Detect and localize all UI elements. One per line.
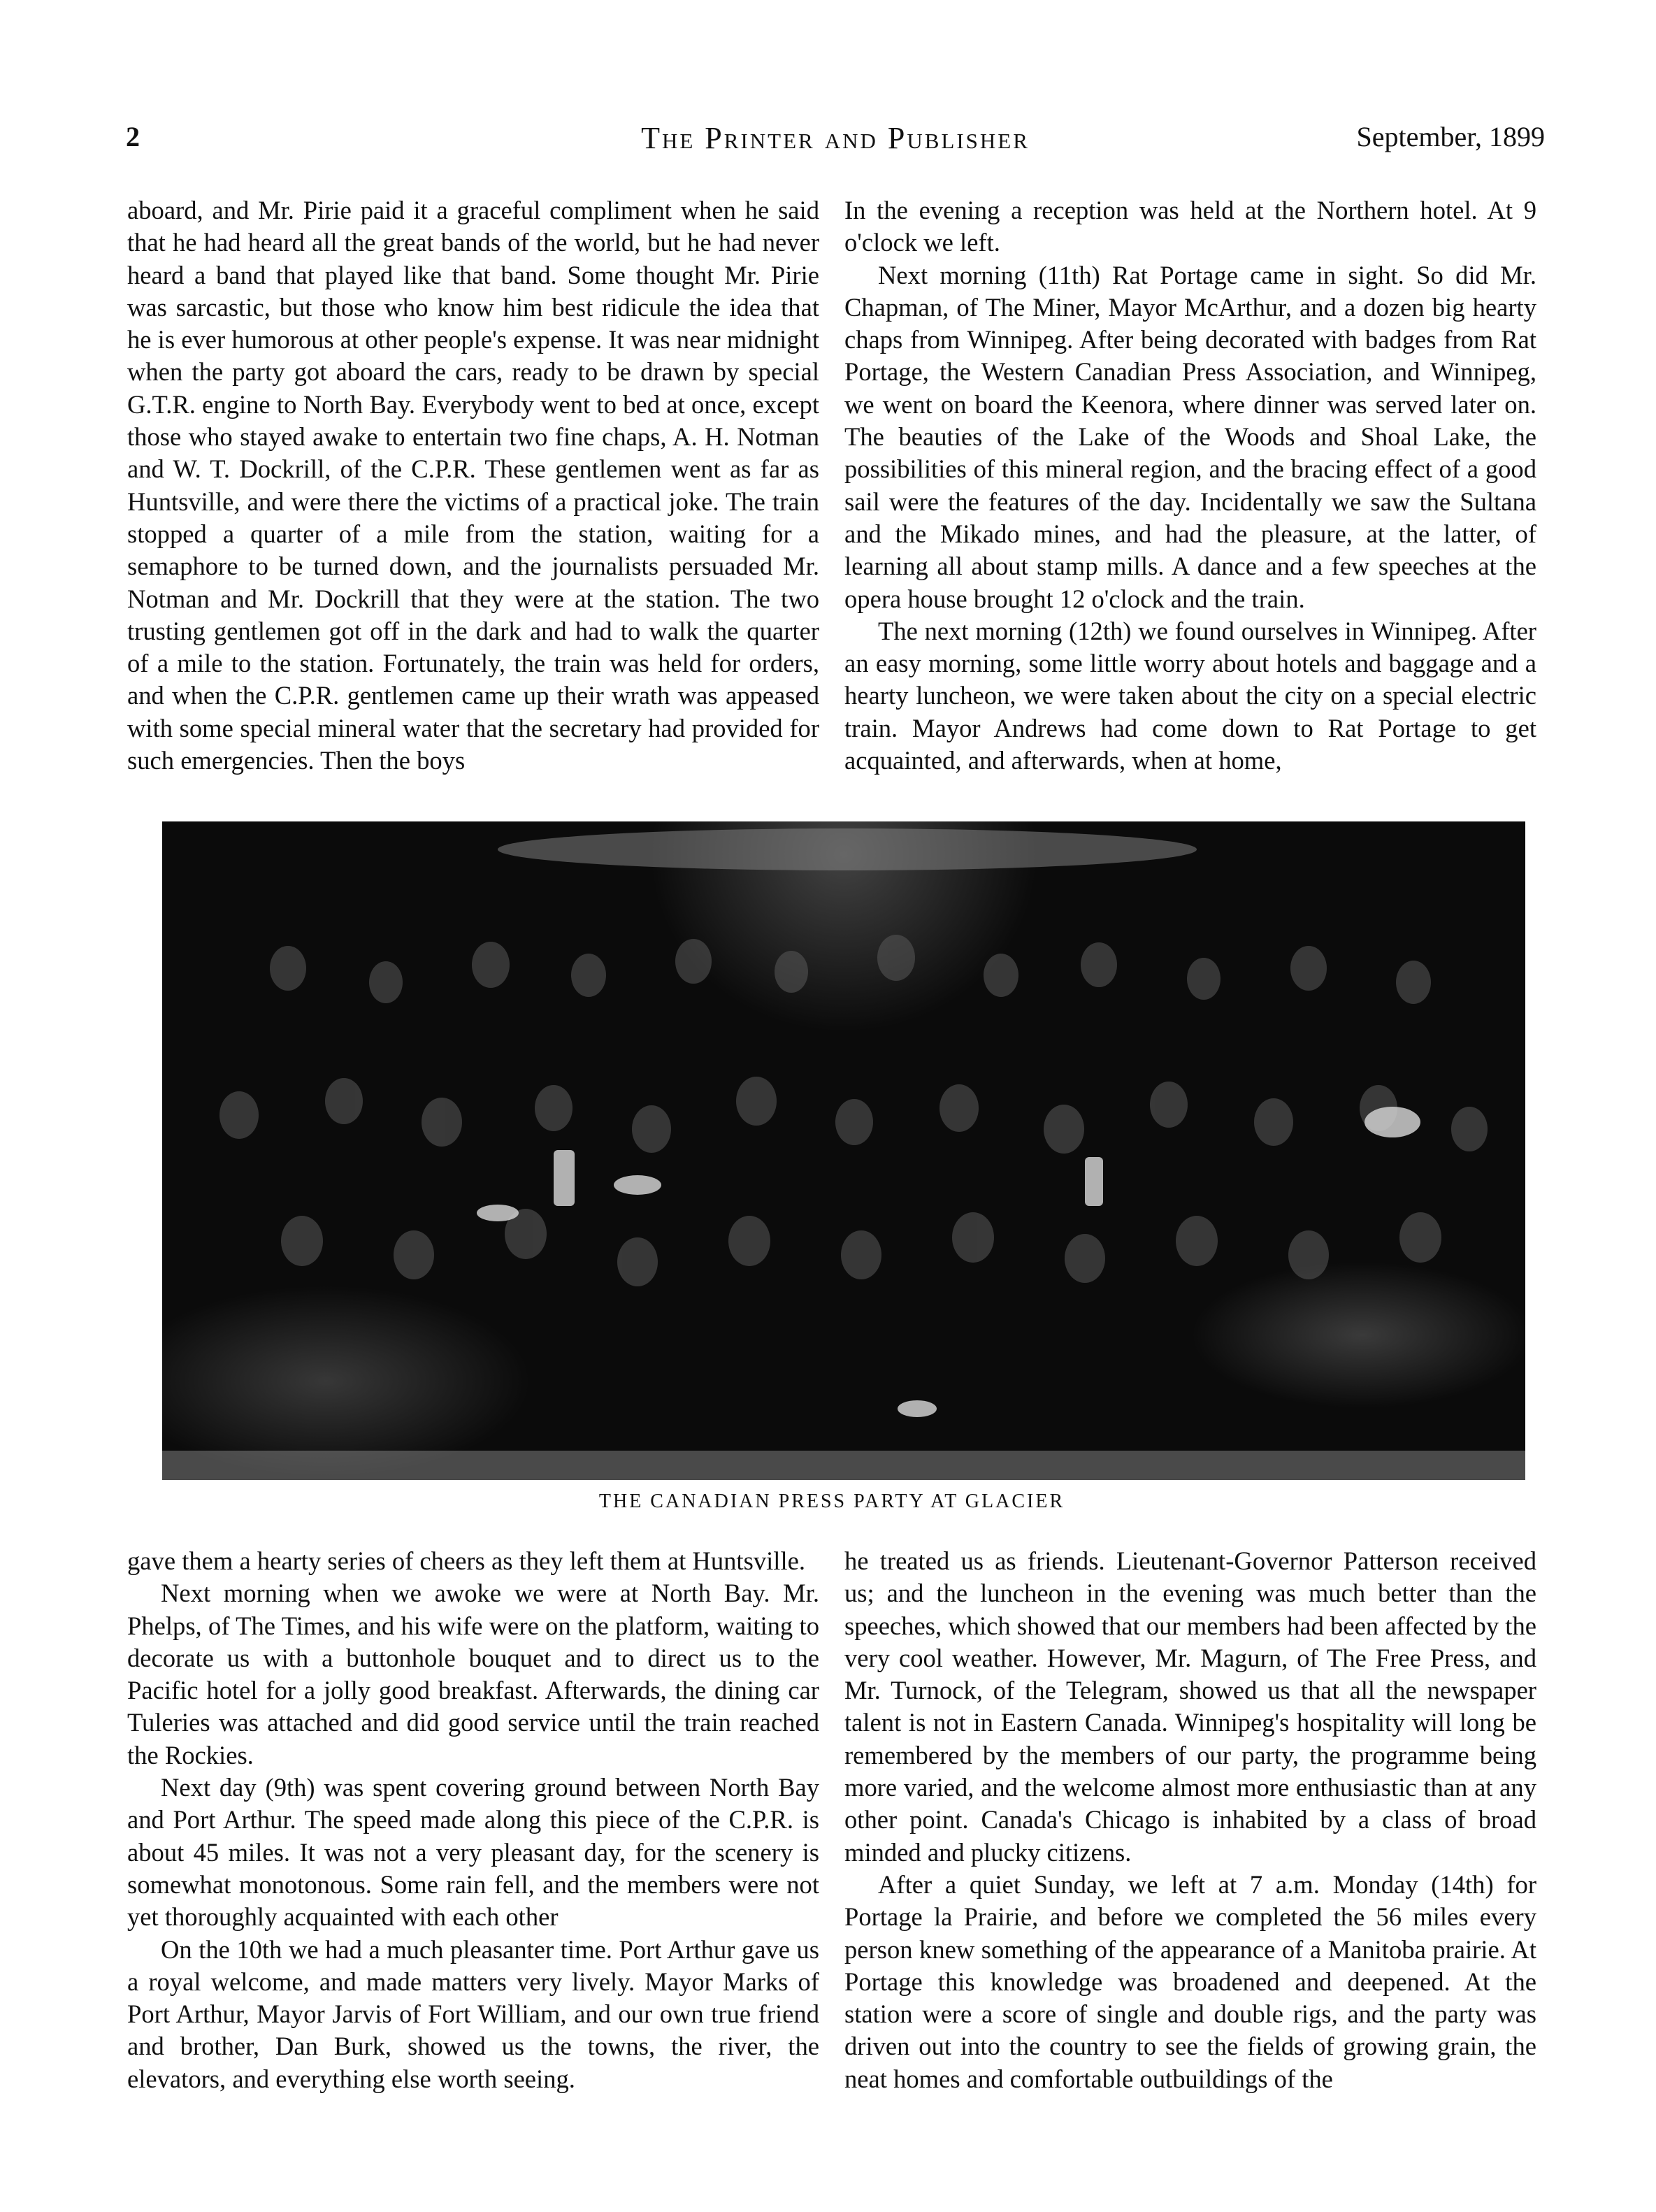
journal-title: The Printer and Publisher [641,121,1030,155]
paragraph: After a quiet Sunday, we left at 7 a.m. Monday (14th) for Portage la Prairie, and before we completed the 56 miles every person knew something of the appearance of a Manitoba prairie. At Portage this knowledge was broadened and deepened. At the station were a score of single and double rigs, and the party was driven out into the country to see the fields of growing grain, the neat homes and comfortable outbuildings of the [844,1869,1536,2093]
paragraph: he treated us as friends. Lieutenant-Governor Patterson received us; and the luncheon in the evening was much better than the speeches, which showed that our members had been affected by the very cool weather. However, Mr. Magurn, of The Free Press, and Mr. Turnock, of the Telegram, showed us that all the newspaper talent is not in Eastern Canada. Winnipeg's hospitality will long be remembered by the members of our party, the programme being more varied, and the welcome almost more enthusiastic than at any other point. Canada's Chicago is inhabited by a class of broad minded and plucky citizens. [844,1546,1536,1867]
group-photograph [162,821,1525,1480]
paragraph: In the evening a reception was held at the Northern hotel. At 9 o'clock we left. [844,196,1536,257]
paragraph: On the 10th we had a much pleasanter time. Port Arthur gave us a royal welcome, and made matters very lively. Mayor Marks of Port Arthur, Mayor Jarvis of Fort William, and our own true friend and brother, Dan Burk, showed us the towns, the river, the elevators, and everything else worth seeing. [127,1934,819,2093]
column-bottom-left [127,1545,819,2095]
paragraph: Next morning when we awoke we were at North Bay. Mr. Phelps, of The Times, and his wife were on the platform, waiting to decorate us with a buttonhole bouquet and to direct us to the Pacific hotel for a jolly good breakfast. Afterwards, the dining car Tuleries was attached and did good service until the train reached the Rockies. [127,1579,819,1769]
paragraph: aboard, and Mr. Pirie paid it a graceful compliment when he said that he had heard all the great bands of the world, but he had never heard a band that played like that band. Some thought Mr. Pirie was sarcastic, but those who know him best ridicule the idea that he is ever humorous at other people's expense. It was near midnight when the party got aboard the cars, ready to be drawn by special G.T.R. engine to North Bay. Everybody went to bed at once, except those who stayed awake to entertain two fine chaps, A. H. Notman and W. T. Dockrill, of the C.P.R. These gentlemen went as far as Huntsville, and were there the victims of a practical joke. The train stopped a quarter of a mile from the station, waiting for a semaphore to be turned down, and the journalists persuaded Mr. Notman and Mr. Dockrill that they were at the station. The two trusting gentlemen got off in the dark and had to walk the quarter of a mile to the station. Fortunately, the train was held for orders, and when the C.P.R. gentlemen came up their wrath was appeased with some special mineral water that the secretary had provided for such emergencies. Then the boys [127,196,819,775]
page-header [126,120,1545,162]
photo-crowd-silhouettes [162,821,1525,1480]
paragraph: Next morning (11th) Rat Portage came in sight. So did Mr. Chapman, of The Miner, Mayor McArthur, and a dozen big hearty chaps from Winnipeg. After being decorated with badges from Rat Portage, the Western Canadian Press Association, and Winnipeg, we went on board the Keenora, where dinner was served later on. The beauties of the Lake of the Woods and Shoal Lake, the possibilities of this mineral region, and the bracing effect of a good sail were the features of the day. Incidentally we saw the Sultana and the Mikado mines, and had the pleasure, at the latter, of learning all about stamp mills. A dance and a few speeches at the opera house brought 12 o'clock and the train. [844,260,1536,613]
photo-caption: THE CANADIAN PRESS PARTY AT GLACIER [598,1491,1065,1512]
column-bottom-right [844,1545,1536,2095]
column-top-left [127,194,819,777]
paragraph: gave them a hearty series of cheers as they left them at Huntsville. [127,1546,805,1575]
paragraph: Next day (9th) was spent covering ground between North Bay and Port Arthur. The speed made along this piece of the C.P.R. is about 45 miles. It was not a very pleasant day, for the scenery is somewhat monotonous. Some rain fell, and the members were not yet thoroughly acquainted with each other [127,1773,819,1932]
paragraph: The next morning (12th) we found ourselves in Winnipeg. After an easy morning, some little worry about hotels and baggage and a hearty luncheon, we were taken about the city on a special electric train. Mayor Andrews had come down to Rat Portage to get acquainted, and afterwards, when at home, [844,616,1536,775]
page-number: 2 [126,121,140,152]
column-top-right [844,194,1536,777]
issue-date: September, 1899 [1356,121,1545,152]
